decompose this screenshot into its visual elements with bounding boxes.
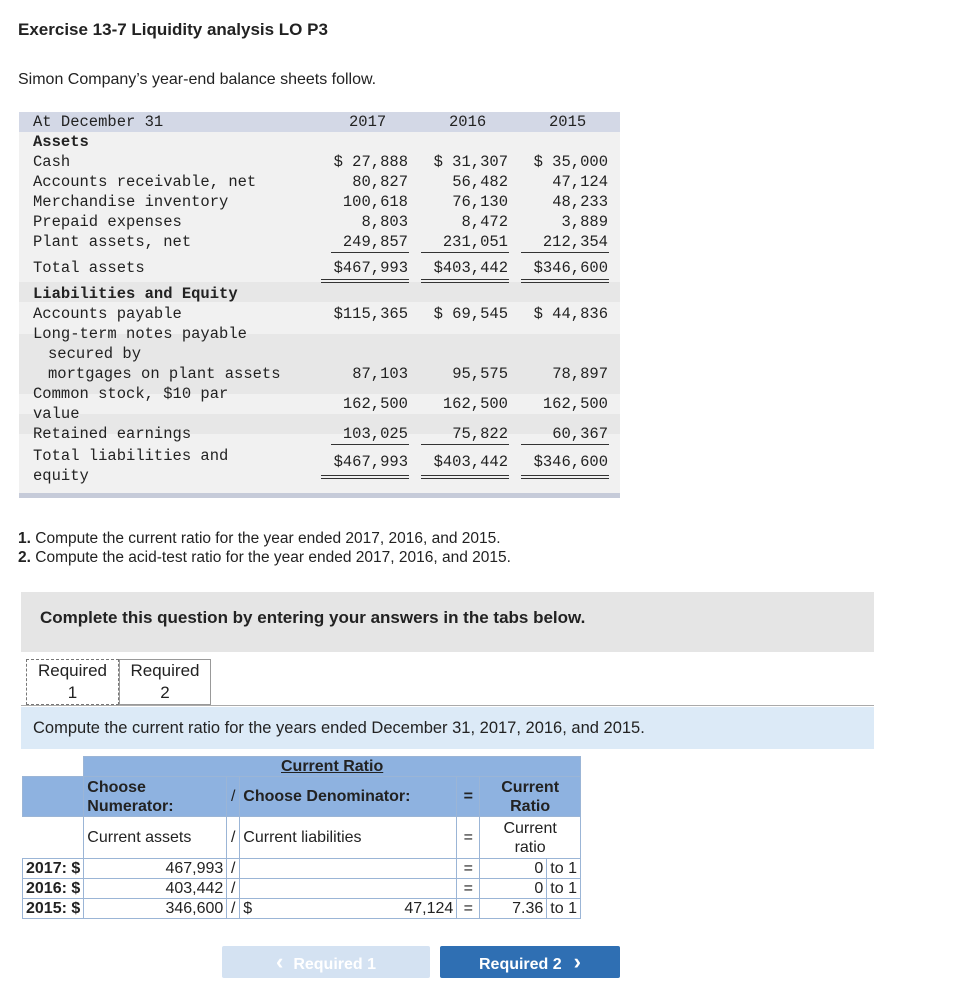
question-text: Compute the acid-test ratio for the year ended 2017, 2016, and 2015.	[35, 549, 511, 566]
instruction-text: Compute the current ratio for the years ended December 31, 2017, 2016, and 2015.	[33, 719, 645, 737]
numerator-value[interactable]: 467,993	[84, 859, 227, 879]
year-cell	[23, 899, 84, 919]
row-label: Plant assets, net	[33, 233, 192, 251]
to-one: to 1	[547, 879, 581, 899]
cell-2017: $115,365	[333, 305, 408, 323]
blank-cell	[23, 757, 84, 777]
cell-2017: 8,803	[361, 213, 408, 231]
cell-2015: $ 44,836	[533, 305, 608, 323]
chevron-left-icon: ‹	[275, 949, 284, 974]
double-underline	[421, 475, 509, 479]
row-label: Merchandise inventory	[33, 193, 229, 211]
ratio-value: 7.36	[480, 899, 547, 919]
cell-2016: $ 69,545	[433, 305, 508, 323]
cell-2017: 249,857	[342, 233, 408, 251]
result-label-line1: Current	[503, 819, 557, 837]
slash: /	[227, 899, 240, 919]
tab-number: 1	[67, 683, 78, 702]
cell-2015: 48,233	[552, 193, 608, 211]
tab-label: Required	[130, 661, 200, 680]
row-label: Retained earnings	[33, 425, 192, 443]
question-2	[18, 549, 511, 567]
intro-text: Simon Company’s year-end balance sheets follow.	[18, 71, 377, 88]
cell-2017: $467,993	[333, 259, 408, 277]
row-label-cont: equity	[33, 467, 89, 485]
cell-2016: 76,130	[452, 193, 508, 211]
row-label: Long-term notes payable	[33, 325, 247, 343]
denominator-value: 47,124	[404, 899, 454, 917]
header-label: At December 31	[33, 113, 164, 131]
cell-2016: $ 31,307	[433, 153, 508, 171]
underline	[331, 444, 409, 445]
tab-divider	[21, 705, 874, 706]
dollar-sign: $	[71, 899, 81, 917]
numerator-header: Choose Numerator:	[84, 777, 227, 817]
row-label: Cash	[33, 153, 71, 171]
slash: /	[227, 817, 240, 859]
cell-2015: 60,367	[552, 425, 608, 443]
year-label: 2016:	[26, 879, 67, 897]
cell-2017: $ 27,888	[333, 153, 408, 171]
current-ratio-table	[22, 756, 581, 919]
liabilities-heading: Liabilities and Equity	[33, 285, 238, 303]
instruction-banner	[21, 707, 874, 749]
complete-text: Complete this question by entering your answers in the tabs below.	[40, 608, 586, 627]
question-number: 1.	[18, 530, 31, 547]
year-label: 2015:	[26, 899, 67, 917]
question-1	[18, 530, 501, 548]
double-underline	[321, 475, 409, 479]
slash: /	[227, 859, 240, 879]
denominator-header: Choose Denominator:	[240, 777, 457, 817]
row-label-cont: secured by	[48, 345, 142, 363]
cell-2015: 47,124	[552, 173, 608, 191]
cell-2017: 80,827	[352, 173, 408, 191]
equals: =	[457, 879, 480, 899]
ratio-value: 0	[480, 859, 547, 879]
ratio-value: 0	[480, 879, 547, 899]
question-number: 2.	[18, 549, 31, 566]
row-label-cont: value	[33, 405, 80, 423]
to-one: to 1	[547, 899, 581, 919]
result-label	[480, 817, 581, 859]
underline	[421, 444, 509, 445]
numerator-select[interactable]: Current assets	[84, 817, 227, 859]
tab-required-2[interactable]	[119, 659, 211, 705]
result-label-line2: ratio	[514, 838, 546, 856]
underline	[521, 444, 609, 445]
row-label: Total liabilities and	[33, 447, 229, 465]
cell-2016: 56,482	[452, 173, 508, 191]
row-label: Prepaid expenses	[33, 213, 182, 231]
cell-2016: 75,822	[452, 425, 508, 443]
tab-label: Required	[38, 661, 107, 680]
prev-required-1-button[interactable]	[222, 946, 430, 978]
underline	[331, 252, 409, 253]
cell-2017: 100,618	[342, 193, 408, 211]
ratio-table-title: Current Ratio	[84, 757, 581, 777]
dollar-sign: $	[243, 899, 253, 917]
prev-label: Required 1	[293, 956, 376, 973]
cell-2015: $346,600	[533, 453, 608, 471]
next-label: Required 2	[478, 956, 562, 973]
balance-sheet	[19, 112, 620, 498]
year-cell	[23, 879, 84, 899]
header-2015: 2015	[549, 113, 587, 131]
cell-2015: 212,354	[542, 233, 608, 251]
question-text: Compute the current ratio for the year ended 2017, 2016, and 2015.	[35, 530, 501, 547]
denominator-select[interactable]: Current liabilities	[240, 817, 457, 859]
cell-2015: 162,500	[542, 395, 608, 413]
equals: =	[457, 859, 480, 879]
underline	[421, 252, 509, 253]
result-header	[480, 777, 581, 817]
double-underline	[421, 279, 509, 283]
result-header-line1: Current	[501, 778, 560, 796]
chevron-right-icon: ›	[573, 949, 581, 974]
tab-number: 2	[160, 683, 170, 702]
denominator-input[interactable]	[240, 859, 457, 879]
balance-sheet-footer-bar	[19, 493, 620, 498]
equals: =	[457, 817, 480, 859]
numerator-value[interactable]: 403,442	[84, 879, 227, 899]
exercise-title: Exercise 13-7 Liquidity analysis LO P3	[18, 20, 328, 39]
denominator-input[interactable]	[240, 879, 457, 899]
dollar-sign: $	[71, 879, 81, 897]
equals: =	[457, 899, 480, 919]
row-label: Common stock, $10 par	[33, 385, 229, 403]
underline	[521, 252, 609, 253]
dollar-sign: $	[71, 859, 81, 877]
header-2016: 2016	[449, 113, 487, 131]
equals-header: =	[457, 777, 480, 817]
numerator-value[interactable]: 346,600	[84, 899, 227, 919]
cell-2016: $403,442	[433, 259, 508, 277]
cell-2017: $467,993	[333, 453, 408, 471]
row-label: Accounts receivable, net	[33, 173, 257, 191]
tab-required-1[interactable]	[26, 659, 119, 705]
denominator-input[interactable]	[240, 899, 457, 919]
slash: /	[227, 879, 240, 899]
header-blank	[23, 777, 84, 817]
row-label: Total assets	[33, 259, 145, 277]
cell-2016: 162,500	[442, 395, 508, 413]
year-cell	[23, 859, 84, 879]
cell-2015: 3,889	[561, 213, 608, 231]
result-header-line2: Ratio	[510, 797, 551, 815]
double-underline	[521, 279, 609, 283]
slash-header: /	[227, 777, 240, 817]
double-underline	[521, 475, 609, 479]
next-required-2-button[interactable]	[440, 946, 620, 978]
cell-2017: 87,103	[352, 365, 408, 383]
row-label: Accounts payable	[33, 305, 182, 323]
cell-2016: 231,051	[442, 233, 508, 251]
header-2017: 2017	[349, 113, 387, 131]
assets-heading: Assets	[33, 133, 89, 151]
cell-2016: 95,575	[452, 365, 508, 383]
cell-2015: 78,897	[552, 365, 608, 383]
blank-cell	[23, 817, 84, 859]
cell-2016: 8,472	[461, 213, 508, 231]
cell-2016: $403,442	[433, 453, 508, 471]
cell-2017: 162,500	[342, 395, 408, 413]
double-underline	[321, 279, 409, 283]
row-label-cont: mortgages on plant assets	[48, 365, 281, 383]
to-one: to 1	[547, 859, 581, 879]
complete-banner	[21, 592, 874, 652]
cell-2015: $ 35,000	[533, 153, 608, 171]
cell-2017: 103,025	[342, 425, 408, 443]
cell-2015: $346,600	[533, 259, 608, 277]
year-label: 2017:	[26, 859, 67, 877]
